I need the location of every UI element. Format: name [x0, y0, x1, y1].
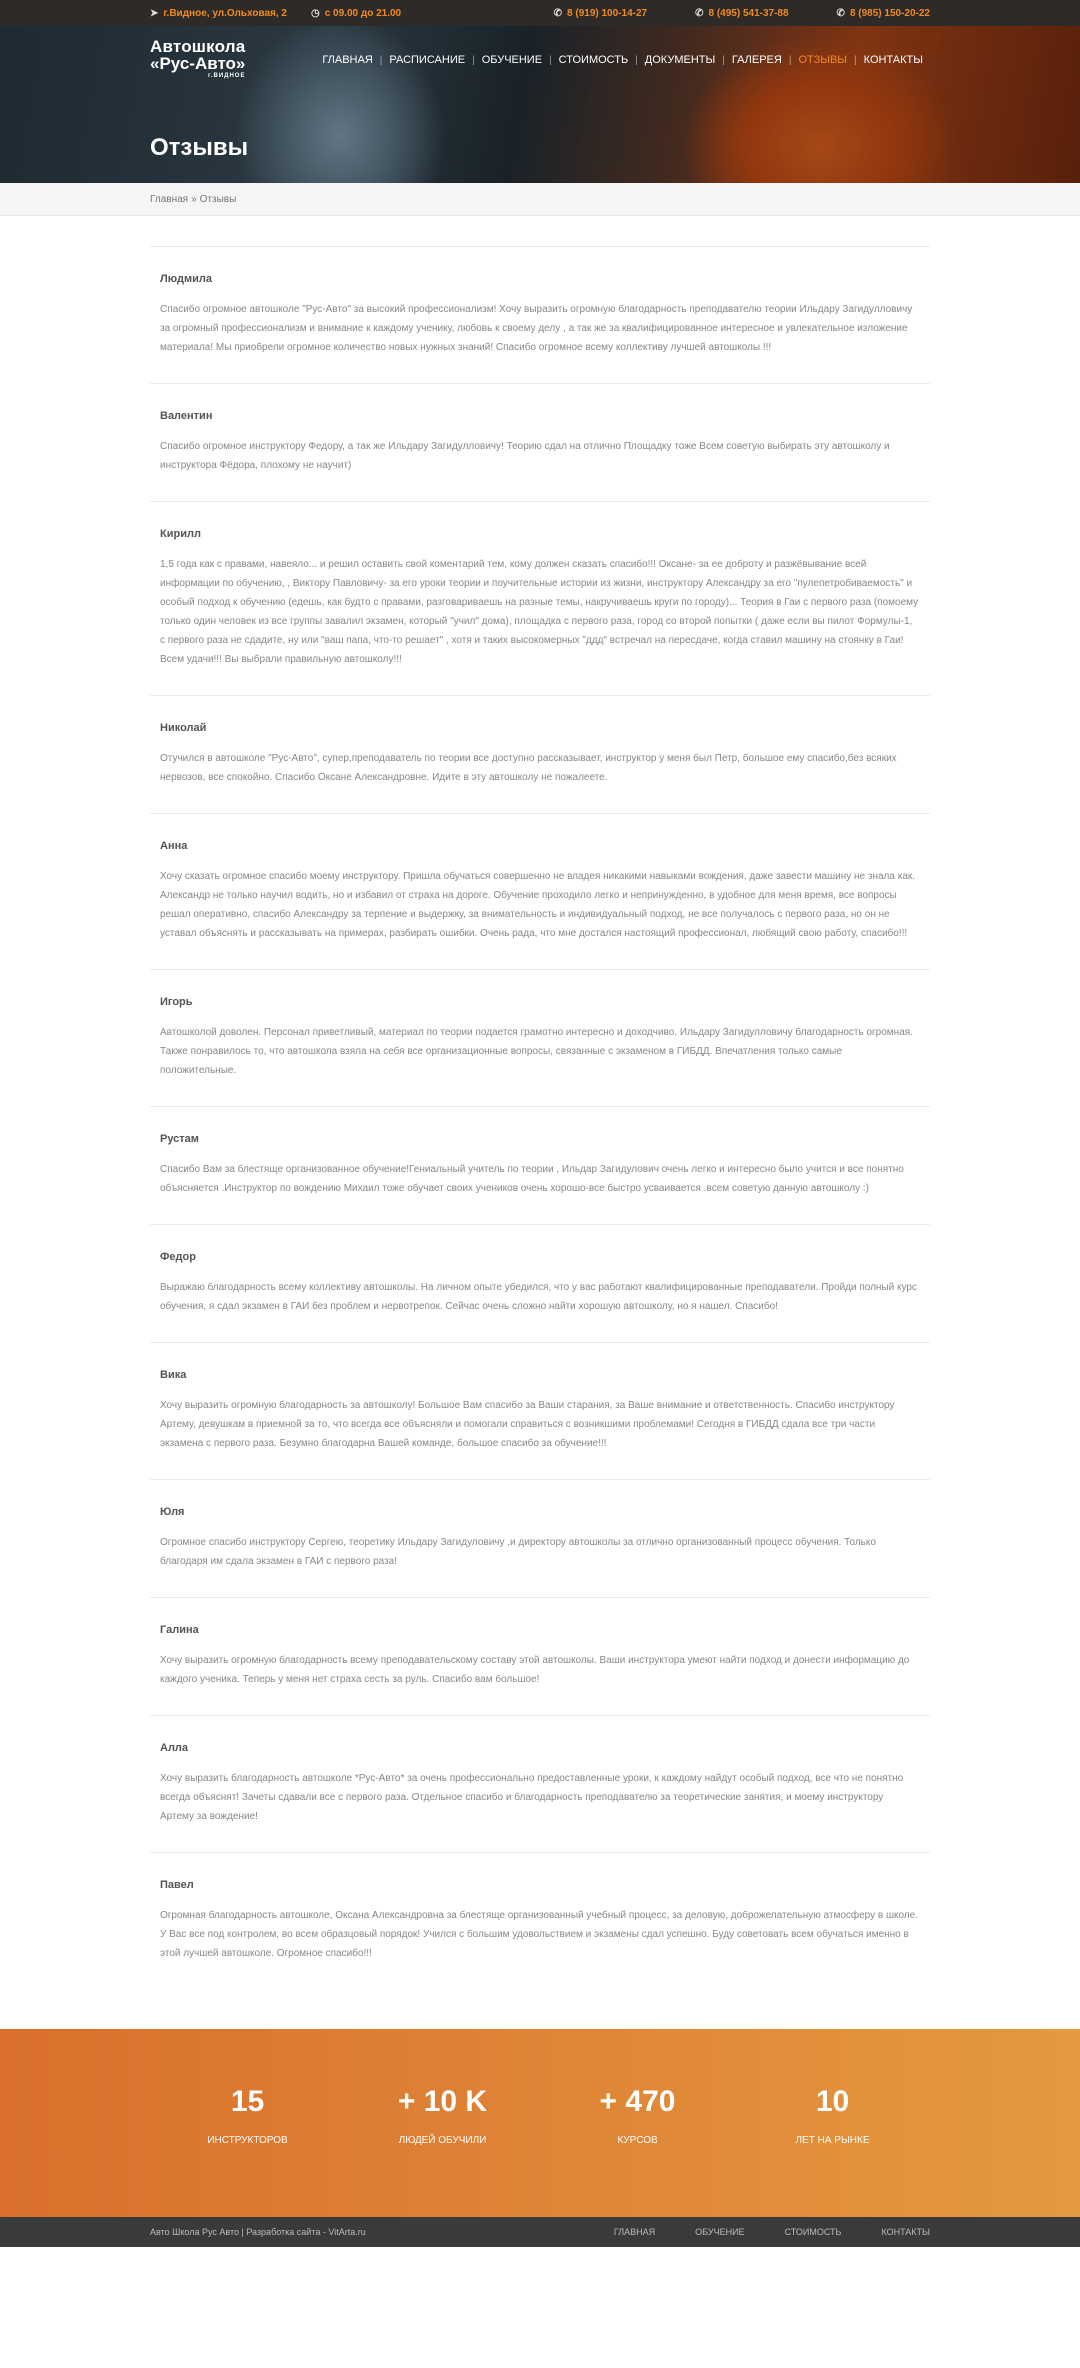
review-author: Людмила — [160, 273, 212, 285]
logo-line1: Автошкола — [150, 37, 246, 56]
nav-item[interactable]: ОТЗЫВЫ — [798, 54, 848, 66]
footer-nav — [614, 2227, 930, 2237]
nav-separator: | — [722, 54, 725, 66]
stat-item — [345, 2085, 540, 2217]
logo-line2: «Рус-Авто» — [150, 54, 246, 73]
review-author: Игорь — [160, 996, 193, 1008]
nav-separator: | — [854, 54, 857, 66]
stat-item — [540, 2085, 735, 2217]
review-author: Федор — [160, 1251, 196, 1263]
address-text: г.Видное, ул.Ольховая, 2 — [163, 7, 287, 19]
stat-item — [150, 2085, 345, 2217]
phone-3[interactable] — [837, 8, 930, 19]
phone-icon: ✆ — [836, 7, 845, 19]
phone-icon: ✆ — [695, 7, 704, 19]
stat-label: ЛЕТ НА РЫНКЕ — [795, 2135, 870, 2146]
nav-item[interactable]: ГАЛЕРЕЯ — [731, 54, 782, 66]
footer-nav-item[interactable]: КОНТАКТЫ — [881, 2227, 930, 2237]
review-item — [150, 813, 930, 969]
review-item — [150, 383, 930, 501]
review-author: Алла — [160, 1742, 189, 1754]
stat-label: ЛЮДЕЙ ОБУЧИЛИ — [398, 2135, 487, 2146]
review-item — [150, 1224, 930, 1342]
review-author: Валентин — [160, 410, 213, 422]
review-text: Выражаю благодарность всему коллективу автошколы. На личном опыте убедился, что у вас работают квалифицированные преподаватели. Пройди полный курс обучения, я сдал экзамен в ГАИ без проблем и нервотрепок. Сейчас очень сложно найти хорошую автошколу, но я нашел. Спасибо! — [160, 1282, 917, 1312]
review-text: Хочу выразить благодарность автошколе *Рус-Авто* за очень профессионально предоставленные уроки, к каждому найдут особый подход, все что не понятно всегда объяснят! Зачеты сдавали все с первого раза. Отдельное спасибо и благодарность преподавателю за теоретические занятия, и моему инструктору Артему за вождение! — [160, 1773, 904, 1822]
review-text: Спасибо Вам за блестяще организованное обучение!Гениальный учитель по теории , Ильдар Загидулович очень легко и интересно было учится и все понятно объясняется .Инструктор по вождению Михаил тоже обучает своих учеников очень хорошо-все быстро усваивается .всем советую данную автошколу :) — [160, 1164, 904, 1194]
review-item — [150, 1106, 930, 1224]
stats-list — [150, 2029, 930, 2217]
nav-separator: | — [472, 54, 475, 66]
nav-separator: | — [788, 54, 792, 66]
footer-nav-item[interactable]: ГЛАВНАЯ — [613, 2227, 656, 2237]
review-author: Вика — [160, 1369, 187, 1381]
breadcrumb-current: Отзывы — [199, 194, 237, 205]
address — [150, 8, 287, 19]
location-arrow-icon: ➤ — [150, 7, 159, 19]
review-text: Огромная благодарность автошколе, Оксана Александровна за блестяще организованный учебный процесс, за деловую, доброжелательную атмосферу в школе. У Вас все под контролем, во всем образцовый порядок! Учился с большим удовольствием и экзамены сдал успешно. Буду советовать всем обучаться именно в этой лучшей автошколе. Огромное спасибо!!! — [160, 1910, 919, 1959]
main-nav — [315, 54, 930, 66]
phone-2[interactable] — [695, 8, 788, 19]
review-author: Юля — [160, 1506, 185, 1518]
footer-copyright: Авто Школа Рус Авто | Разработка сайта - VitArta.ru — [150, 2227, 366, 2237]
hero-banner — [0, 26, 1080, 183]
stat-label: ИНСТРУКТОРОВ — [207, 2135, 288, 2146]
review-text: Спасибо огромное автошколе "Рус-Авто" за высокий профессионализм! Хочу выразить огромную благодарность преподавателю теории Ильдару Загидулловичу за огромный профессионализм и внимание к каждому ученику, любовь к своему делу , а так же за квалифицированное интересное и увлекательное изложение материала! Мы приобрели огромное количество новых нужных знаний! Спасибо огромное всему коллективу лучшей автошколы !!! — [160, 304, 913, 353]
review-author: Галина — [160, 1624, 199, 1636]
review-author: Павел — [160, 1879, 194, 1891]
review-author: Анна — [160, 840, 188, 852]
phone-1[interactable] — [554, 8, 647, 19]
stat-item — [735, 2085, 930, 2217]
review-text: Отучился в автошколе "Рус-Авто", супер,преподаватель по теории все доступно рассказывает, инструктор у меня был Петр, большое ему спасибо,без всяких нервозов, все спокойно. Спасибо Оксане Александровне. Идите в эту автошколу не пожалеете. — [160, 753, 897, 783]
review-item — [150, 1715, 930, 1852]
nav-item[interactable]: ОБУЧЕНИЕ — [481, 54, 543, 66]
top-bar — [0, 0, 1080, 26]
logo-line3: г.ВИДНОЕ — [207, 73, 246, 79]
review-text: Огромное спасибо инструктору Сергею, теоретику Ильдару Загидуловичу ,и директору автошколы за отлично организованный процесс обучения. Только благодаря им сдала экзамен в ГАИ с первого раза! — [160, 1537, 876, 1567]
review-item — [150, 1479, 930, 1597]
nav-item[interactable]: РАСПИСАНИЕ — [389, 54, 466, 66]
hours-text: с 09.00 до 21.00 — [324, 7, 402, 19]
logo[interactable] — [150, 38, 245, 79]
stat-label: КУРСОВ — [617, 2135, 658, 2146]
footer-nav-item[interactable]: ОБУЧЕНИЕ — [695, 2227, 745, 2237]
review-text: Хочу сказать огромное спасибо моему инструктору. Пришла обучаться совершенно не владея никакими навыками вождения, даже завести машину не знала как. Александр не только научил водить, но и избавил от страха на дороге. Обучение проходило легко и непринужденно, в удобное для меня время, все вопросы решал оперативно, спасибо Александру за терпение и выдержку, за внимательность и индивидуальный подход, не все получалось с первого раза, но он не уставал объяснять и рассказывать на примерах, разбирать ошибки. Очень рада, что мне достался настоящий профессионал, любящий свою работу, спасибо!!! — [160, 871, 916, 939]
nav-separator: | — [635, 54, 638, 66]
stat-number: + 470 — [599, 2085, 676, 2118]
review-item — [150, 695, 930, 813]
stat-number: 10 — [815, 2085, 850, 2118]
nav-separator: | — [549, 54, 552, 66]
breadcrumb-separator: » — [191, 194, 197, 205]
review-item — [150, 501, 930, 695]
phones — [554, 8, 930, 19]
review-text: Хочу выразить огромную благодарность всему преподавательскому составу этой автошколы. Ваши инструктора умеют найти подход и донести информацию до каждого ученика. Теперь у меня нет страха сесть за руль. Спасибо вам большое! — [160, 1655, 910, 1685]
nav-item[interactable]: СТОИМОСТЬ — [558, 54, 629, 66]
stat-number: 15 — [230, 2085, 265, 2118]
review-text: Автошколой доволен. Персонал приветливый, материал по теории подается грамотно интересно и доходчиво. Ильдару Загидулловичу благодарность огромная. Также понравилось то, что автошкола взяла на себя все организационные вопросы, связанные с экзаменом в ГИБДД. Впечатления только самые положительные. — [160, 1027, 913, 1076]
footer — [0, 2217, 1080, 2247]
stats-section — [0, 2029, 1080, 2217]
review-item — [150, 1852, 930, 1989]
nav-separator: | — [379, 54, 383, 66]
phone-icon: ✆ — [553, 7, 563, 19]
footer-nav-item[interactable]: СТОИМОСТЬ — [784, 2227, 842, 2237]
review-text: 1,5 года как с правами, навеяло... и решил оставить свой коментарий тем, кому должен сказать спасибо!!! Оксане- за ее доброту и разжёвывание всей информации по обучению, , Виктору Павловичу- за его уроки теории и поучительные истории из жизни, инструктору Александру за его "пулепетробиваемость" и особый подход к обучению (едешь, как будто с правами, разговариваешь на разные темы, накручиваешь круги по городу)... Теория в Гаи с первого раза (помоему только один человек из все группы завалил экзамен, который "учил" дома), площадка с первого раза, город со второй попытки ( даже если вы пилот Формулы-1, с первого раза не сдадите, ну или "ваш папа, что-то решает" , хотя и таких высокомерных "ддд" встречал на пересдаче, когда ставил машину на стоянку в Гаи! Всем удачи!!! Вы выбрали правильную автошколу!!! — [160, 559, 919, 665]
phone-number[interactable]: 8 (495) 541-37-88 — [708, 7, 789, 19]
review-item — [150, 1597, 930, 1715]
breadcrumb-home[interactable]: Главная — [150, 194, 189, 205]
review-item — [150, 246, 930, 383]
review-item — [150, 1342, 930, 1479]
page-title: Отзывы — [150, 134, 249, 161]
nav-item[interactable]: ГЛАВНАЯ — [322, 54, 373, 66]
phone-number[interactable]: 8 (985) 150-20-22 — [849, 7, 930, 19]
reviews-section — [0, 216, 1080, 2029]
review-item — [150, 969, 930, 1106]
review-text: Спасибо огромное инструктору Федору, а так же Ильдару Загидулловичу! Теорию сдал на отлично Площадку тоже Всем советую выбирать эту автошколу и инструктора Фёдора, плохому не научит) — [160, 441, 890, 471]
nav-item[interactable]: КОНТАКТЫ — [863, 54, 923, 66]
review-author: Кирилл — [160, 528, 201, 540]
clock-icon: ◷ — [310, 7, 320, 19]
reviews-list — [150, 246, 930, 1989]
working-hours — [311, 8, 401, 19]
breadcrumb — [0, 183, 1080, 216]
review-text: Хочу выразить огромную благодарность за автошколу! Большое Вам спасибо за Ваши старания, за Ваше внимание и ответственность. Спасибо инструктору Артему, девушкам в приемной за то, что всегда все объясняли и помогали справиться с возникшими проблемами! Сегодня в ГИБДД сдала все три части экзамена с первого раза. Безумно благодарна Вашей команде, большое спасибо за обучение!!! — [160, 1400, 895, 1449]
phone-number[interactable]: 8 (919) 100-14-27 — [567, 7, 648, 19]
stat-number: + 10 K — [397, 2085, 488, 2118]
review-author: Рустам — [160, 1133, 199, 1145]
nav-item[interactable]: ДОКУМЕНТЫ — [644, 54, 716, 66]
review-author: Николай — [160, 722, 207, 734]
